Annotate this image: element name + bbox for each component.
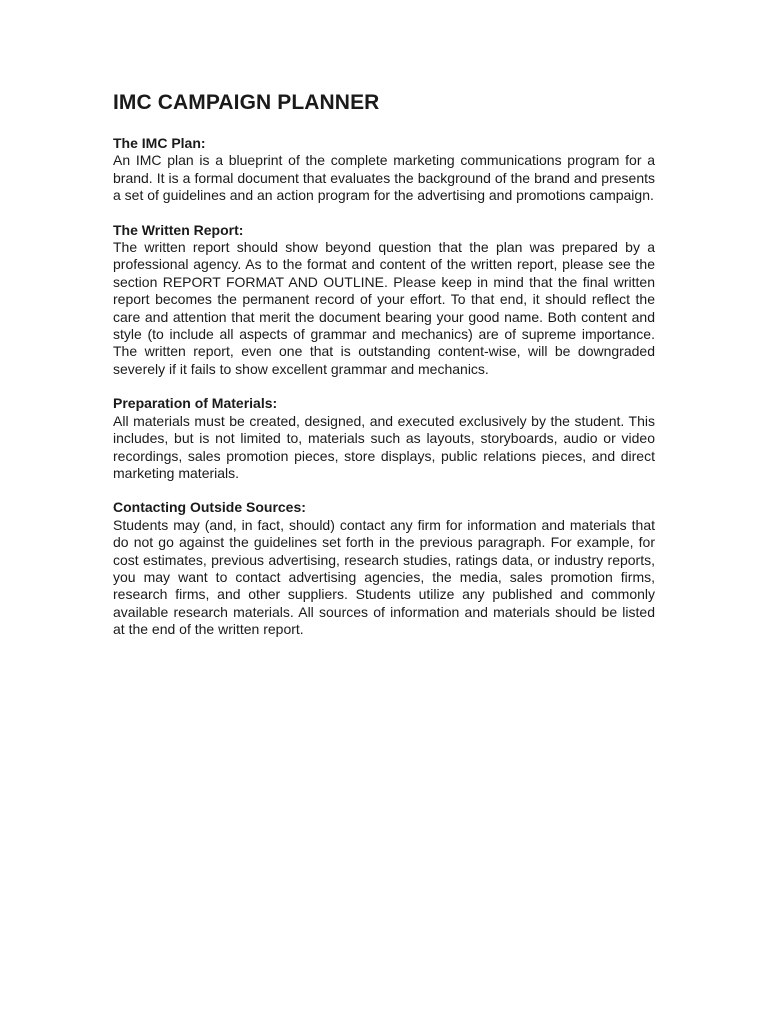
section-preparation-of-materials xyxy=(113,395,655,482)
section-contacting-outside-sources xyxy=(113,499,655,638)
section-body: The written report should show beyond question that the plan was prepared by a professional agency. As to the format and content of the written report, please see the section REPORT FORMAT AND OUTLINE. Please keep in mind that the final written report becomes the permanent record of your effort. To that end, it should reflect the care and attention that merit the document bearing your good name. Both content and style (to include all aspects of grammar and mechanics) are of supreme importance. The written report, even one that is outstanding content-wise, will be downgraded severely if it fails to show excellent grammar and mechanics. xyxy=(113,239,655,377)
section-heading: The Written Report: xyxy=(113,221,244,238)
section-body: An IMC plan is a blueprint of the complete marketing communications program for a brand. It is a formal document that evaluates the background of the brand and presents a set of guidelines and an action program for the advertising and promotions campaign. xyxy=(113,152,655,204)
section-body: Students may (and, in fact, should) contact any firm for information and materials that do not go against the guidelines set forth in the previous paragraph. For example, for cost estimates, previous advertising, research studies, ratings data, or industry reports, you may want to contact advertising agencies, the media, sales promotion firms, research firms, and other suppliers. Students utilize any published and commonly available research materials. All sources of information and materials should be listed at the end of the written report. xyxy=(113,516,655,638)
section-body: All materials must be created, designed, and executed exclusively by the student. This includes, but is not limited to, materials such as layouts, storyboards, audio or video recordings, sales promotion pieces, store displays, public relations pieces, and direct marketing materials. xyxy=(113,412,655,481)
section-heading: Contacting Outside Sources: xyxy=(113,499,306,516)
document-title: IMC CAMPAIGN PLANNER xyxy=(113,91,380,114)
section-heading: The IMC Plan: xyxy=(113,135,206,151)
document-content xyxy=(113,89,655,656)
section-written-report xyxy=(113,222,655,379)
section-heading: Preparation of Materials: xyxy=(113,395,278,412)
section-imc-plan xyxy=(113,135,655,205)
